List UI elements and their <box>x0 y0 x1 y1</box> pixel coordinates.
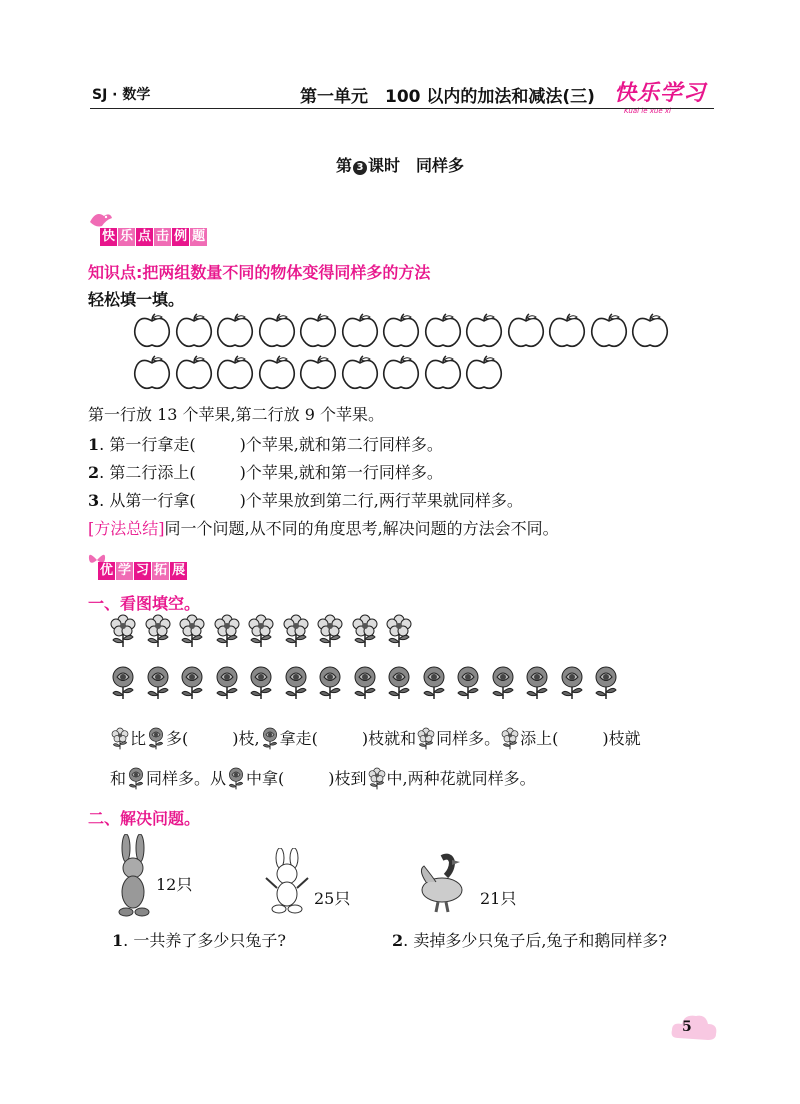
flower-a-icon <box>416 726 436 754</box>
section-badge-examples: 快 乐 点 击 例 题 <box>102 229 206 244</box>
flower-b-icon <box>260 726 280 754</box>
apple-icon <box>547 313 587 353</box>
question-3: 3. 从第一行拿( )个苹果放到第二行,两行苹果就同样多。 <box>88 491 523 510</box>
page-number: 5 <box>682 1019 692 1035</box>
flower-a-icon <box>350 612 380 652</box>
apple-icon <box>215 355 255 395</box>
flower-a-icon <box>500 726 520 754</box>
flower-b-icon <box>143 664 173 704</box>
flower-a-icon <box>367 766 387 794</box>
apple-icon <box>381 313 421 353</box>
header-subject: SJ · 数学 <box>92 87 151 103</box>
apple-icon <box>423 355 463 395</box>
brand-subtitle: Kuai le xue xi <box>624 107 671 115</box>
flower-a-icon <box>384 612 414 652</box>
flower-b-icon <box>419 664 449 704</box>
page-number-badge <box>670 1012 720 1046</box>
flower-a-icon <box>110 726 130 754</box>
flower-b-icon <box>591 664 621 704</box>
apple-icon <box>630 313 670 353</box>
part2-title: 二、解决问题。 <box>88 809 201 828</box>
flower-b-icon <box>226 766 246 794</box>
flower-b-icon <box>384 664 414 704</box>
goose-icon <box>416 852 476 918</box>
apple-icon <box>423 313 463 353</box>
apple-icon <box>257 355 297 395</box>
flower-b-icon <box>522 664 552 704</box>
flower-b-icon <box>557 664 587 704</box>
section-badge-extension: 优 学 习 拓 展 <box>100 563 186 578</box>
word-problem-1: 1. 一共养了多少只兔子? <box>112 931 286 950</box>
word-problem-2: 2. 卖掉多少只兔子后,兔子和鹅同样多? <box>392 931 667 950</box>
apple-row-2 <box>132 355 506 395</box>
instruction: 轻松填一填。 <box>88 290 185 309</box>
part1-title: 一、看图填空。 <box>88 594 201 613</box>
apple-icon <box>298 313 338 353</box>
knowledge-point: 知识点:把两组数量不同的物体变得同样多的方法 <box>88 263 431 282</box>
apple-icon <box>381 355 421 395</box>
flower-a-icon <box>143 612 173 652</box>
apple-icon <box>132 313 172 353</box>
flower-b-icon <box>126 766 146 794</box>
animal-count: 21只 <box>480 889 517 908</box>
flower-b-icon <box>281 664 311 704</box>
unit-title: 第一单元 100 以内的加法和减法(三) <box>300 87 595 107</box>
apple-row-1 <box>132 313 672 353</box>
apple-icon <box>215 313 255 353</box>
animal-count: 25只 <box>314 889 351 908</box>
apple-icon <box>340 313 380 353</box>
flower-b-icon <box>350 664 380 704</box>
flower-row-1 <box>108 612 419 652</box>
brand-logo <box>614 76 706 115</box>
flower-a-icon <box>108 612 138 652</box>
flower-a-icon <box>281 612 311 652</box>
fill-blank-line-2: 和 同样多。从 中拿( )枝到 中,两种花就同样多。 <box>110 766 536 794</box>
apple-icon <box>464 355 504 395</box>
flower-a-icon <box>246 612 276 652</box>
method-summary: [方法总结]同一个问题,从不同的角度思考,解决问题的方法会不同。 <box>88 519 559 538</box>
apple-statement: 第一行放 13 个苹果,第二行放 9 个苹果。 <box>88 405 384 424</box>
brand-title: 快乐学习 <box>614 81 707 106</box>
rabbit-white-icon <box>262 848 312 918</box>
rabbit-gray-icon <box>112 834 156 922</box>
question-1: 1. 第一行拿走( )个苹果,就和第二行同样多。 <box>88 435 443 454</box>
flower-row-2 <box>108 664 626 704</box>
method-tag: [方法总结] <box>88 519 165 538</box>
apple-icon <box>174 313 214 353</box>
animal-count: 12只 <box>156 875 193 894</box>
fill-blank-line-1: 比 多( )枝, 拿走( )枝就和 同样多。 添上( )枝就 <box>110 726 641 754</box>
flower-b-icon <box>212 664 242 704</box>
apple-icon <box>174 355 214 395</box>
flower-a-icon <box>177 612 207 652</box>
flower-b-icon <box>146 726 166 754</box>
flower-b-icon <box>453 664 483 704</box>
flower-b-icon <box>315 664 345 704</box>
flower-b-icon <box>108 664 138 704</box>
flower-b-icon <box>246 664 276 704</box>
flower-b-icon <box>488 664 518 704</box>
apple-icon <box>132 355 172 395</box>
flower-b-icon <box>177 664 207 704</box>
header-divider <box>90 108 714 109</box>
flower-a-icon <box>212 612 242 652</box>
lesson-number: 3 <box>353 161 367 175</box>
flower-a-icon <box>315 612 345 652</box>
question-2: 2. 第二行添上( )个苹果,就和第一行同样多。 <box>88 463 443 482</box>
apple-icon <box>464 313 504 353</box>
apple-icon <box>340 355 380 395</box>
apple-icon <box>506 313 546 353</box>
apple-icon <box>589 313 629 353</box>
lesson-title: 第 3 课时 同样多 <box>335 156 465 175</box>
apple-icon <box>298 355 338 395</box>
apple-icon <box>257 313 297 353</box>
